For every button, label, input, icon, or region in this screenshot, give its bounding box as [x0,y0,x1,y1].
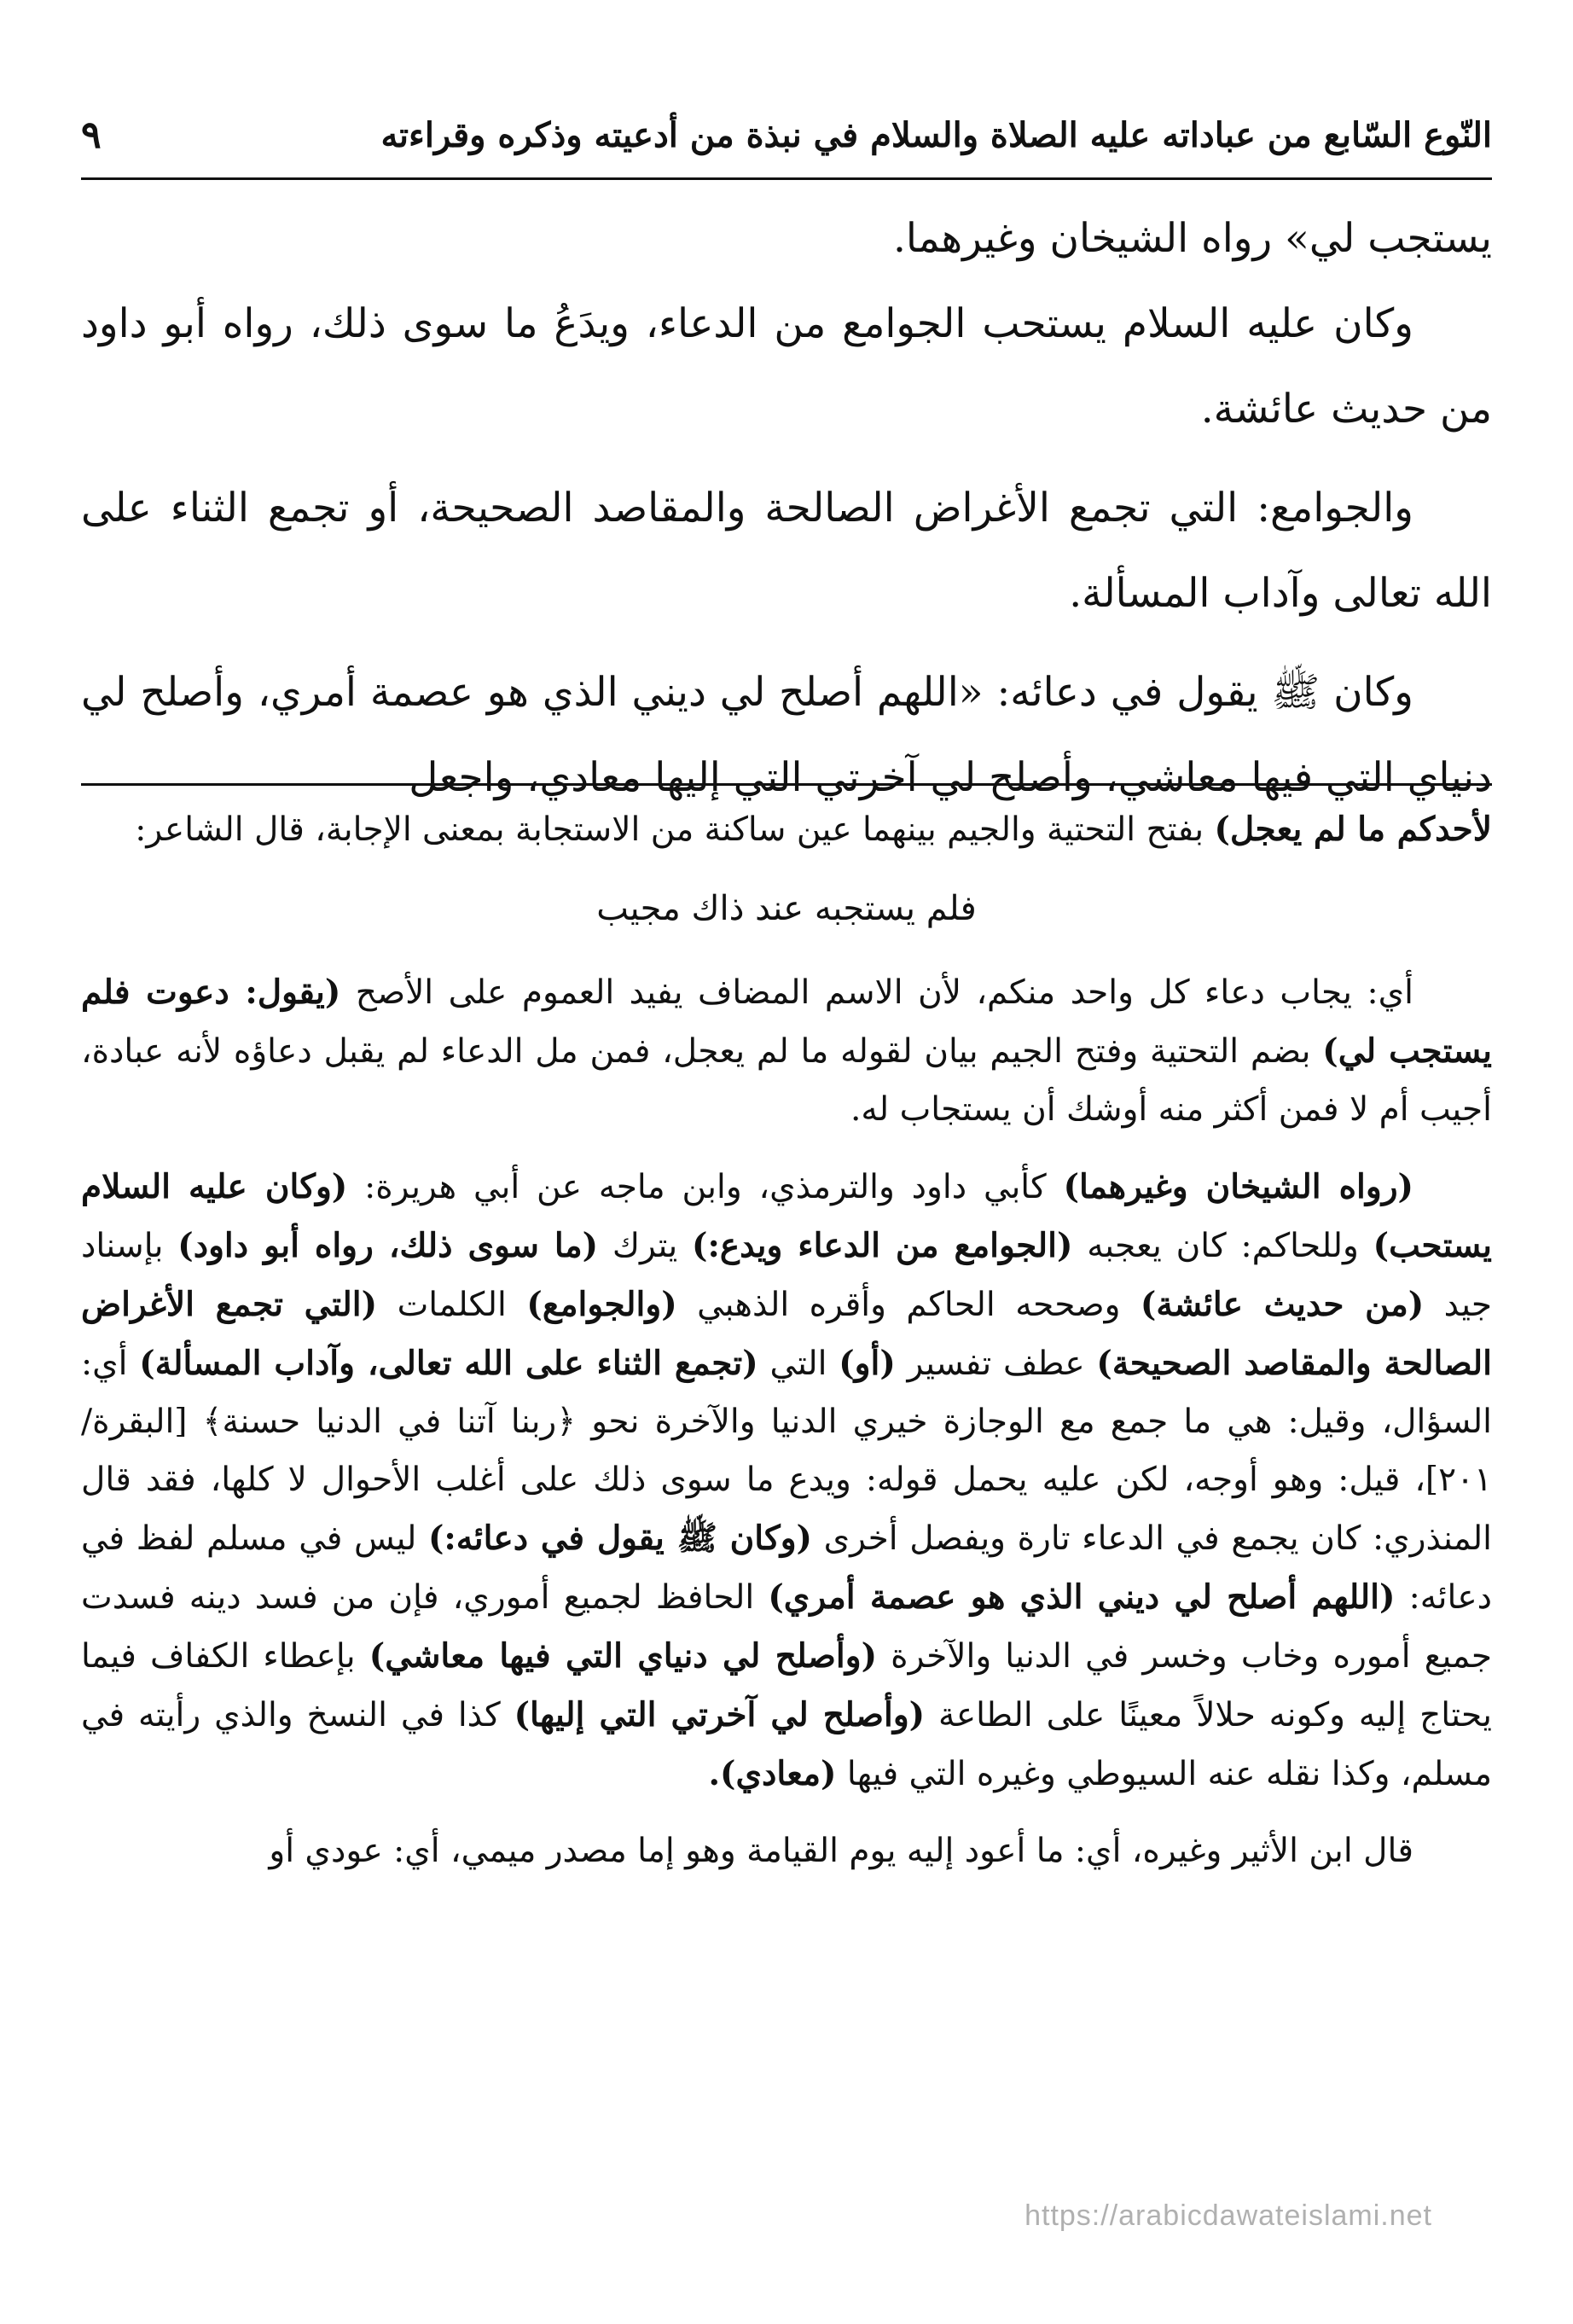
commentary-lemma: لأحدكم ما لم يعجل) [1214,810,1492,849]
commentary-text: التي [757,1345,839,1383]
commentary-lemma: (وأصلح لي آخرتي التي إليها) [514,1695,926,1734]
commentary-lemma: (وكان ﷺ يقول في دعائه:) [427,1519,812,1558]
commentary-text: ليس في مسلم لفظ في دعائه: [81,1519,1492,1617]
commentary-text: بإعطاء الكفاف فيما يحتاج إليه وكونه حلالاً معينًا على الطاعة [81,1637,1492,1734]
commentary-text: أي: السؤال، وقيل: هي ما جمع مع الوجازة خيري الدنيا والآخرة نحو ﴿ربنا آتنا في الدنيا حسنة﴾ [البقرة/ ٢٠١]، قيل: وهو أوجه، لكن عليه يحمل قوله: ويدع ما سوى ذلك على أغلب الأحوال لا كلها، فقد قال المنذري: كان يجمع في الدعاء تارة ويفصل أخرى [81,1345,1492,1558]
commentary-text: بضم التحتية وفتح الجيم بيان لقوله ما لم يعجل، فمن مل الدعاء لم يقبل دعاؤه لأنه عبادة، أجيب أم لا فمن أكثر منه أوشك أن يستجاب له. [81,1032,1492,1129]
commentary-text: وصححه الحاكم وأقره الذهبي [676,1286,1141,1324]
commentary-text: وللحاكم: كان يعجبه [1072,1227,1373,1265]
commentary-lemma: (وأصلح لي دنياي التي فيها معاشي) [369,1636,878,1676]
commentary-lemma: (اللهم أصلح لي ديني الذي هو عصمة أمري) [768,1577,1396,1617]
commentary-lemma: (أو) [839,1344,896,1383]
commentary-text: بإسناد جيد [81,1227,1493,1324]
main-paragraph-2: وكان عليه السلام يستحب الجوامع من الدعاء، ويدَعُ ما سوى ذلك، رواه أبو داود من حديث عائشة. [81,300,1492,433]
commentary-paragraph-4: قال ابن الأثير وغيره، أي: ما أعود إليه يوم القيامة وهو إما مصدر ميمي، أي: عودي أو [269,1832,1413,1870]
commentary-lemma: (معادي). [708,1754,837,1793]
running-title: النّوع السّابع من عباداته عليه الصلاة والسلام في نبذة من أدعيته وذكره وقراءته [380,114,1492,155]
commentary-text: عطف تفسير [895,1345,1097,1383]
commentary-lemma: (وكان عليه السلام يستحب) [81,1167,1492,1265]
main-paragraph-1: يستجب لي» رواه الشيخان وغيرهما. [892,215,1492,262]
commentary-lemma: (تجمع الثناء على الله تعالى، وآداب المسألة) [139,1344,758,1383]
commentary-paragraph-3 [81,1158,1492,1804]
commentary-lemma: (الجوامع من الدعاء ويدع:) [692,1226,1073,1265]
commentary-lemma: (يقول: دعوت فلم يستجب لي) [81,973,1492,1071]
commentary-lemma: (من حديث عائشة) [1140,1285,1425,1324]
commentary-text: يترك [598,1227,692,1265]
commentary-paragraph-2 [81,963,1492,1139]
commentary-paragraph-1 [81,800,1492,859]
commentary [81,800,1492,1880]
commentary-lemma: (ما سوى ذلك، رواه أبو داود) [177,1226,599,1265]
commentary-text: بفتح التحتية والجيم بينهما عين ساكنة من الاستجابة بمعنى الإجابة، قال الشاعر: [135,810,1215,849]
commentary-lemma: (والجوامع) [526,1285,677,1324]
poetry-verse: فلم يستجبه عند ذاك مجيب [596,889,977,928]
header-divider [81,177,1492,180]
main-paragraph-4: وكان ﷺ يقول في دعائه: «اللهم أصلح لي ديني الذي هو عصمة أمري، وأصلح لي دنياي التي فيها معاشي، وأصلح لي آخرتي التي إليها معادي، واجعل [81,669,1492,801]
watermark-url: https://arabicdawateislami.net [1024,2199,1432,2232]
commentary-text: أي: يجاب دعاء كل واحد منكم، لأن الاسم المضاف يفيد العموم على الأصح [340,973,1413,1012]
page-number: ٩ [81,113,102,157]
commentary-text: كذا في النسخ والذي رأيته في مسلم، وكذا نقله عنه السيوطي وغيره التي فيها [81,1696,1492,1793]
commentary-lemma: (التي تجمع الأغراض الصالحة والمقاصد الصحيحة) [81,1285,1492,1383]
commentary-text: كأبي داود والترمذي، وابن ماجه عن أبي هريرة: [347,1168,1064,1206]
running-header [81,101,1492,169]
commentary-text: الحافظ لجميع أموري، فإن من فسد دينه فسدت جميع أموره وخاب وخسر في الدنيا والآخرة [81,1578,1492,1676]
main-paragraph-3: والجوامع: التي تجمع الأغراض الصالحة والمقاصد الصحيحة، أو تجمع الثناء على الله تعالى وآداب المسألة. [81,485,1492,617]
main-text [81,196,1492,834]
commentary-lemma: (رواه الشيخان وغيرهما) [1063,1167,1413,1206]
commentary-text: الكلمات [377,1286,527,1324]
footnote-divider [81,783,1492,786]
